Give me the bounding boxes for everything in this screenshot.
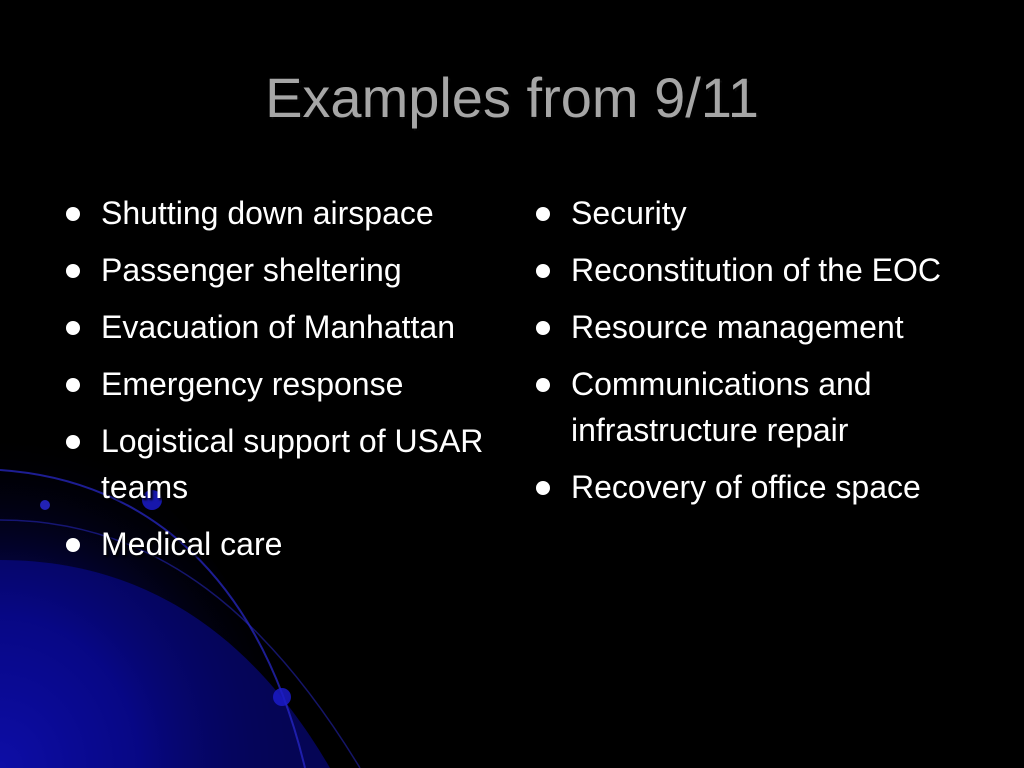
- list-item: [530, 247, 970, 293]
- list-item: [60, 304, 490, 350]
- list-item-text: Security: [571, 195, 687, 231]
- bullet-icon: [536, 321, 550, 335]
- left-bullet-list: [60, 190, 490, 578]
- list-item-text: Communications and infrastructure repair: [571, 366, 872, 448]
- list-item: [60, 521, 490, 567]
- list-item: [530, 304, 970, 350]
- bullet-icon: [536, 378, 550, 392]
- slide-title: Examples from 9/11: [265, 66, 759, 129]
- bullet-icon: [66, 435, 80, 449]
- list-item: [60, 247, 490, 293]
- list-item-text: Evacuation of Manhattan: [101, 309, 456, 345]
- bullet-icon: [536, 207, 550, 221]
- list-item-text: Emergency response: [101, 366, 404, 402]
- list-item-text: Passenger sheltering: [101, 252, 402, 288]
- list-item: [60, 418, 490, 510]
- bullet-icon: [66, 264, 80, 278]
- list-item: [60, 190, 490, 236]
- list-item-text: Logistical support of USAR teams: [101, 423, 484, 505]
- bullet-icon: [536, 264, 550, 278]
- list-item-text: Shutting down airspace: [101, 195, 434, 231]
- list-item: [530, 361, 970, 453]
- list-item: [530, 464, 970, 510]
- list-item-text: Reconstitution of the EOC: [571, 252, 941, 288]
- bullet-icon: [66, 378, 80, 392]
- list-item-text: Resource management: [571, 309, 904, 345]
- list-item: [530, 190, 970, 236]
- right-bullet-list: [530, 190, 970, 521]
- list-item-text: Medical care: [101, 526, 283, 562]
- bullet-icon: [536, 481, 550, 495]
- bullet-icon: [66, 321, 80, 335]
- bullet-icon: [66, 207, 80, 221]
- list-item: [60, 361, 490, 407]
- list-item-text: Recovery of office space: [571, 469, 921, 505]
- bullet-icon: [66, 538, 80, 552]
